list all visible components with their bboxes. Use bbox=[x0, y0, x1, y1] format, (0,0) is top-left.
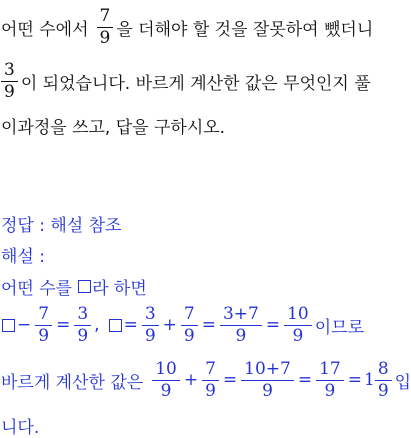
explanation-label-text: 해설 : bbox=[1, 246, 45, 267]
equation-line-1 bbox=[1, 301, 364, 349]
fraction: $\frac{3}{9}$ bbox=[142, 306, 159, 345]
whole-number: 1 bbox=[364, 370, 375, 390]
problem-line-2 bbox=[1, 56, 371, 106]
equals-sign: = bbox=[56, 315, 71, 335]
problem-text: 이 되었습니다. 바르게 계산한 값은 무엇인지 풀 bbox=[20, 73, 371, 94]
plus-sign: + bbox=[183, 370, 199, 390]
unknown-box bbox=[109, 319, 122, 332]
equals-sign: = bbox=[297, 370, 313, 390]
problem-line-3 bbox=[1, 112, 225, 138]
fraction: $\frac{7}{9}$ bbox=[97, 8, 114, 47]
unknown-box bbox=[2, 319, 15, 332]
equals-sign: = bbox=[201, 315, 216, 335]
fraction: $\frac{7}{9}$ bbox=[202, 361, 219, 400]
last-text: 니다. bbox=[1, 417, 40, 438]
answer-text: 정답 : 해설 참조 bbox=[1, 215, 122, 236]
equation-tail: 이므로 bbox=[314, 317, 365, 338]
comma: , bbox=[94, 315, 100, 335]
equals-sign: = bbox=[347, 370, 362, 390]
equation-tail: 입 bbox=[394, 372, 411, 393]
fraction: $\frac{7}{9}$ bbox=[35, 306, 52, 345]
explanation-label bbox=[1, 241, 45, 267]
fraction: $\frac{3}{9}$ bbox=[74, 306, 91, 345]
fraction: $\frac{17}{9}$ bbox=[316, 361, 344, 400]
problem-text: 을 더해야 할 것을 잘못하여 뺐더니 bbox=[116, 19, 374, 40]
unknown-box bbox=[78, 280, 91, 293]
answer-line bbox=[1, 210, 121, 236]
let-line bbox=[1, 273, 147, 299]
equals-sign: = bbox=[265, 315, 281, 335]
let-text: 라 하면 bbox=[92, 278, 147, 299]
fraction: $\frac{3+7}{9}$ bbox=[220, 306, 262, 345]
let-text: 어떤 수를 bbox=[1, 278, 73, 299]
equals-sign: = bbox=[123, 315, 138, 335]
fraction: $\frac{3}{9}$ bbox=[1, 62, 18, 101]
fraction: $\frac{7}{9}$ bbox=[181, 306, 198, 345]
problem-text: 이과정을 쓰고, 답을 구하시오. bbox=[1, 117, 226, 138]
fraction: $\frac{10}{9}$ bbox=[284, 306, 312, 345]
minus-sign: − bbox=[17, 315, 32, 335]
plus-sign: + bbox=[162, 315, 177, 335]
equals-sign: = bbox=[222, 370, 238, 390]
last-line bbox=[1, 415, 40, 438]
problem-text: 어떤 수에서 bbox=[1, 19, 89, 40]
problem-line-1 bbox=[1, 2, 373, 52]
equation-intro: 바르게 계산한 값은 bbox=[1, 372, 144, 393]
equation-line-2 bbox=[1, 356, 411, 404]
fraction: $\frac{8}{9}$ bbox=[375, 361, 392, 400]
fraction: $\frac{10}{9}$ bbox=[152, 361, 180, 400]
fraction: $\frac{10+7}{9}$ bbox=[241, 361, 294, 400]
